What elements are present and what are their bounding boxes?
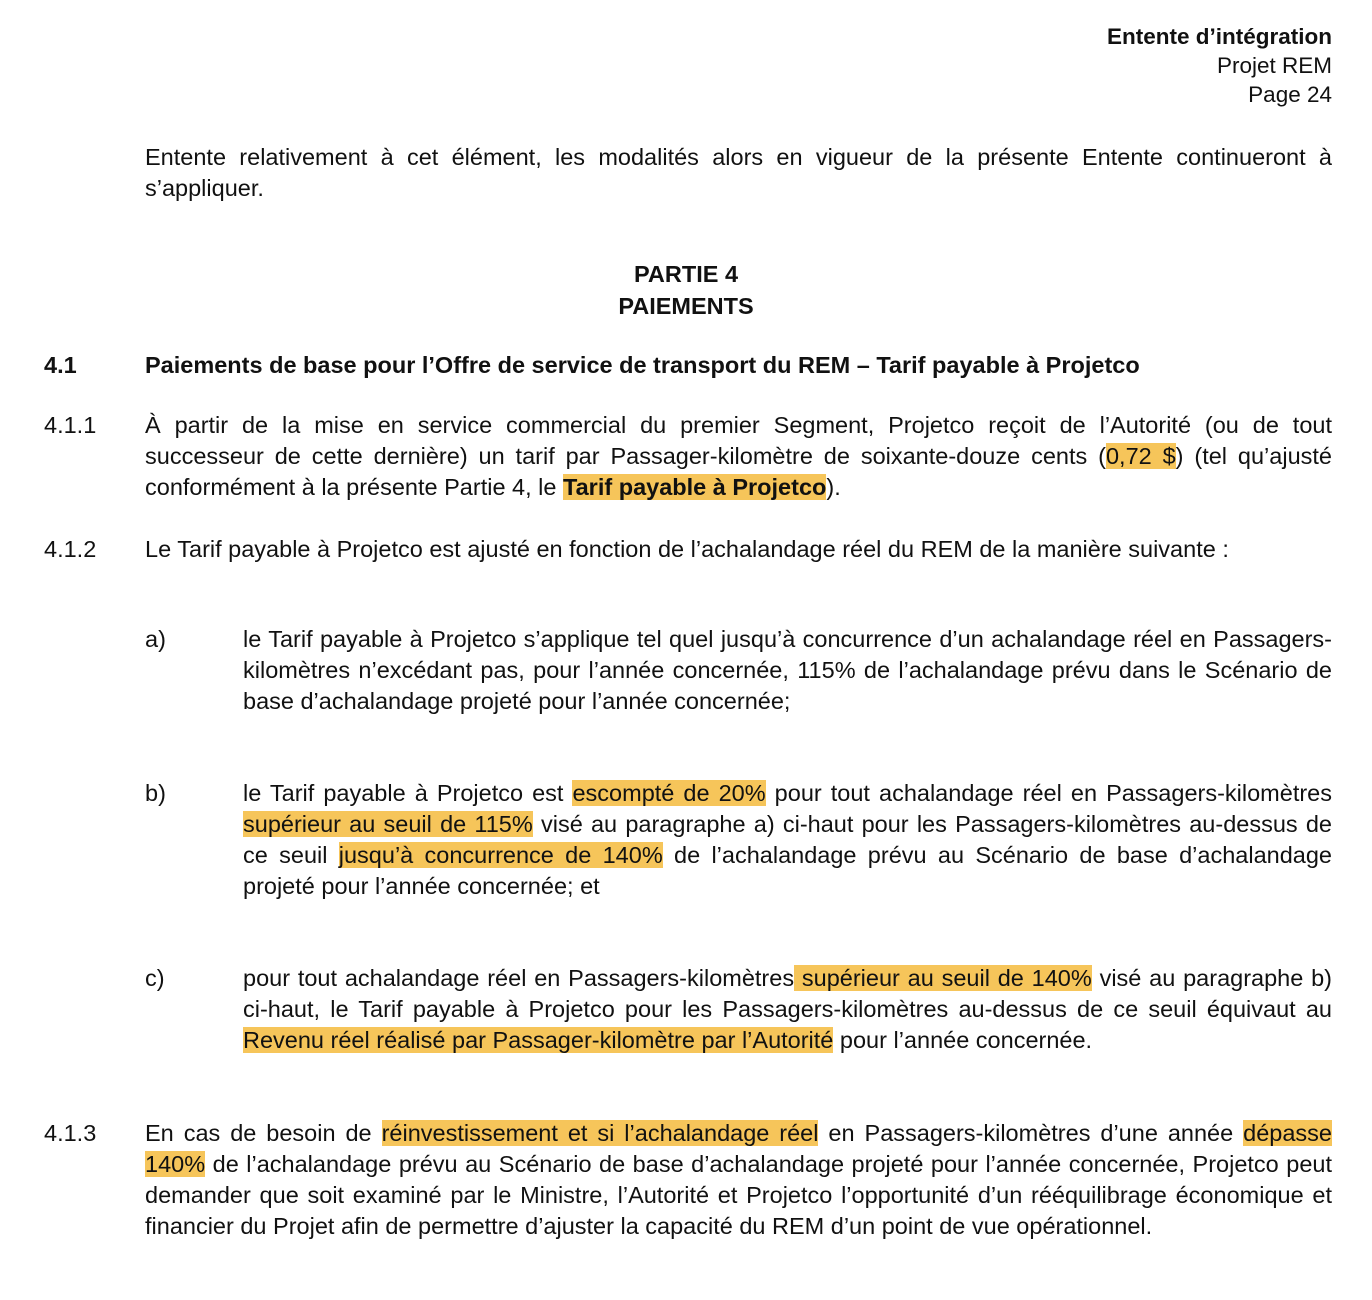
item-b — [243, 778, 1332, 902]
highlight-exceeds-140: dépasse 140% — [145, 1120, 1332, 1177]
highlight-reinvestment: réinvestissement et si l’achalandage réel — [381, 1120, 819, 1146]
clause-4-1-3 — [145, 1118, 1332, 1242]
highlight-revenue: Revenu réel réalisé par Passager-kilomètre par l’Autorité — [243, 1027, 834, 1053]
highlight-amount: 0,72 $ — [1105, 443, 1176, 469]
header-project: Projet REM — [1216, 53, 1332, 78]
item-c — [243, 963, 1332, 1056]
page-header — [1107, 22, 1332, 109]
item-text: pour tout achalandage réel en Passagers-kilomètres — [765, 780, 1332, 806]
highlight-discount: escompté de 20% — [572, 780, 766, 806]
clause-4-1-2: Le Tarif payable à Projetco est ajusté en fonction de l’achalandage réel du REM de la manière suivante : — [145, 536, 1229, 562]
clause-4-1-1 — [145, 410, 1332, 503]
clause-number-4-1-3: 4.1.3 — [44, 1120, 97, 1146]
header-page-number: Page 24 — [1248, 82, 1332, 107]
item-text: de l’achalandage prévu au Scénario de base d’achalandage projeté pour l’année concernée; et — [243, 842, 1332, 899]
clause-number-4-1-2: 4.1.2 — [44, 536, 97, 562]
intro-paragraph: Entente relativement à cet élément, les modalités alors en vigueur de la présente Entente continueront à s’appliquer. — [145, 144, 1332, 201]
part-title: PAIEMENTS — [618, 293, 754, 319]
item-a: le Tarif payable à Projetco s’applique tel quel jusqu’à concurrence d’un achalandage réel en Passagers-kilomètres n’excédant pas, pour l’année concernée, 115% de l’achalandage prévu dans le Scénario de base d’achalandage projeté pour l’année concernée; — [243, 626, 1332, 714]
section-number: 4.1 — [44, 352, 77, 378]
item-text: pour l’année concernée. — [833, 1027, 1093, 1053]
clause-text: En cas de besoin de — [145, 1120, 382, 1146]
highlight-defined-term: Tarif payable à Projetco — [563, 474, 827, 500]
header-title: Entente d’intégration — [1107, 24, 1332, 49]
item-label-b: b) — [145, 780, 166, 806]
clause-number-4-1-1: 4.1.1 — [44, 412, 97, 438]
clause-text: ) (tel qu’ajusté conformément à la présente Partie 4, le — [145, 443, 1332, 500]
item-text: visé au paragraphe a) ci-haut pour les Passagers-kilomètres au-dessus de ce seuil — [243, 811, 1332, 868]
part-number: PARTIE 4 — [633, 261, 739, 287]
clause-text: ). — [826, 474, 841, 500]
clause-text: de l’achalandage prévu au Scénario de base d’achalandage projeté pour l’année concernée, Projetco peut demander que soit examiné par le Ministre, l’Autorité et Projetco l’opportunité d’un rééquilibrage économique et financier du Projet afin de permettre d’ajuster la capacité du REM d’un point de vue opérationnel. — [145, 1151, 1332, 1239]
item-label-c: c) — [145, 965, 165, 991]
clause-text: À partir de la mise en service commercial du premier Segment, Projetco reçoit de l’Autorité (ou de tout successeur de cette dernière) un tarif par Passager-kilomètre de soixante-douze cents ( — [145, 412, 1332, 469]
highlight-threshold-115: supérieur au seuil de 115% — [243, 811, 533, 837]
clause-text: en Passagers-kilomètres d’une année — [818, 1120, 1244, 1146]
section-title: Paiements de base pour l’Offre de service de transport du REM – Tarif payable à Projetco — [145, 352, 1140, 378]
highlight-cap-140: jusqu’à concurrence de 140% — [338, 842, 663, 868]
item-text: visé au paragraphe b) ci-haut, le Tarif payable à Projetco pour les Passagers-kilomètres au-dessus de ce seuil équivaut au — [243, 965, 1333, 1022]
item-text: le Tarif payable à Projetco est — [243, 780, 573, 806]
item-label-a: a) — [145, 626, 166, 652]
item-text: pour tout achalandage réel en Passagers-kilomètres — [243, 965, 795, 991]
highlight-threshold-140: supérieur au seuil de 140% — [794, 965, 1092, 991]
